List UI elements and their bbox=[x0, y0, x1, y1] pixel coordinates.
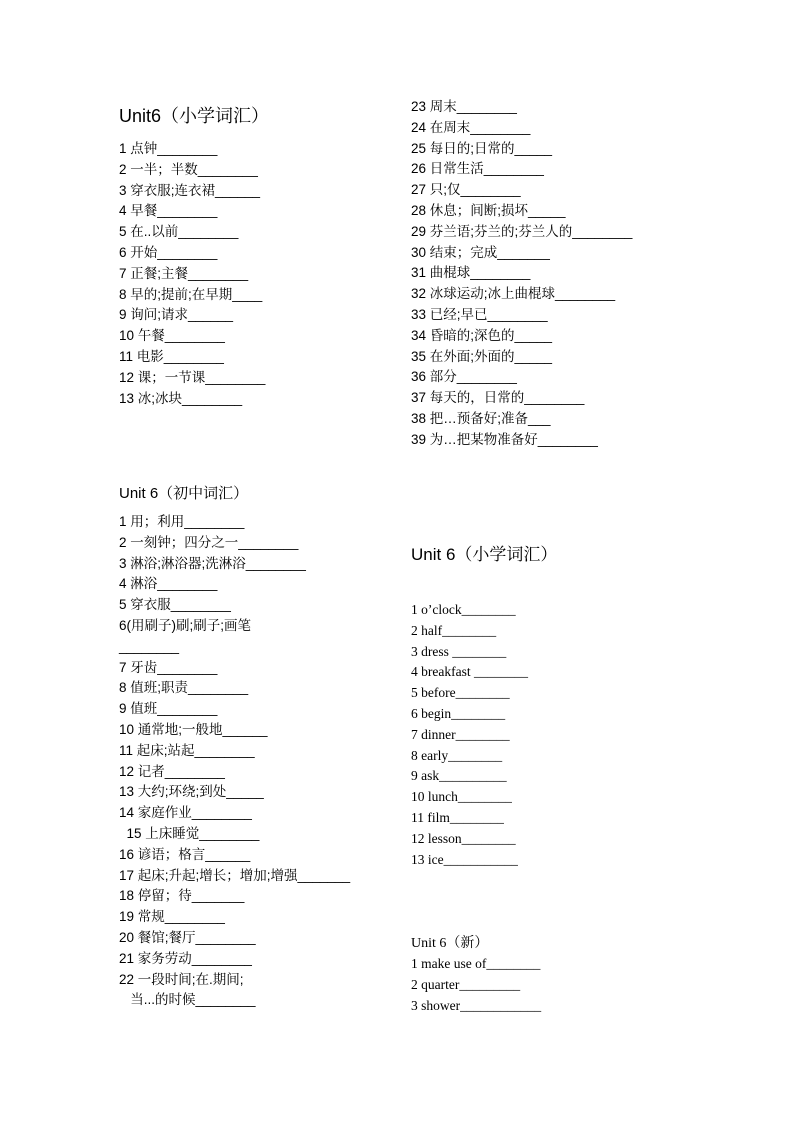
list-item: 6(用刷子)刷;刷子;画笔 bbox=[119, 617, 252, 633]
list-item: 34 昏暗的;深色的_____ bbox=[411, 327, 553, 343]
list-item: 11 film________ bbox=[411, 809, 504, 825]
list-item: 35 在外面;外面的_____ bbox=[411, 348, 553, 364]
list-item: ________ bbox=[119, 638, 180, 654]
list-item: 24 在周末________ bbox=[411, 119, 531, 135]
list-item: 8 早的;提前;在早期____ bbox=[119, 286, 263, 302]
section-junior-cn bbox=[119, 482, 350, 1011]
list-item: 20 餐馆;餐厅________ bbox=[119, 929, 256, 945]
section-primary-cn-continued bbox=[411, 97, 632, 451]
word-list bbox=[411, 954, 541, 1016]
list-item: 当...的时候________ bbox=[119, 992, 256, 1008]
list-item: 9 询问;请求______ bbox=[119, 307, 234, 323]
list-item: 6 开始________ bbox=[119, 244, 218, 260]
list-item: 36 部分________ bbox=[411, 369, 517, 385]
list-item: 31 曲棍球________ bbox=[411, 265, 531, 281]
list-item: 38 把…预备好;准备___ bbox=[411, 410, 551, 426]
list-item: 33 已经;早已________ bbox=[411, 306, 548, 322]
list-item: 3 淋浴;淋浴器;洗淋浴________ bbox=[119, 555, 306, 571]
list-item: 3 穿衣服;连衣裙______ bbox=[119, 182, 261, 198]
section-new-en bbox=[411, 934, 541, 1016]
list-item: 17 起床;升起;增长；增加;增强_______ bbox=[119, 867, 351, 883]
list-item: 30 结束；完成_______ bbox=[411, 244, 550, 260]
list-item: 11 起床;站起________ bbox=[119, 742, 255, 758]
list-item: 2 一刻钟；四分之一________ bbox=[119, 534, 299, 550]
list-item: 13 冰;冰块________ bbox=[119, 390, 243, 406]
list-item: 7 牙齿________ bbox=[119, 659, 218, 675]
list-item: 19 常规________ bbox=[119, 909, 225, 925]
list-item: 1 点钟________ bbox=[119, 141, 218, 156]
list-item: 4 淋浴________ bbox=[119, 576, 218, 592]
list-item: 7 dinner________ bbox=[411, 726, 510, 742]
list-item: 37 每天的，日常的________ bbox=[411, 390, 585, 406]
list-item: 16 谚语；格言______ bbox=[119, 846, 251, 862]
list-item: 39 为…把某物准备好________ bbox=[411, 431, 598, 447]
list-item: 22 一段时间;在.期间; bbox=[119, 971, 244, 987]
list-item: 1 o’clock________ bbox=[411, 602, 516, 617]
list-item: 2 half________ bbox=[411, 622, 497, 638]
list-item: 8 值班;职责________ bbox=[119, 680, 249, 696]
list-item: 21 家务劳动________ bbox=[119, 950, 252, 966]
list-item: 6 begin________ bbox=[411, 705, 506, 721]
list-item: 4 早餐________ bbox=[119, 203, 218, 219]
list-item: 1 用；利用________ bbox=[119, 514, 245, 529]
list-item: 12 记者________ bbox=[119, 763, 225, 779]
list-item: 18 停留；待_______ bbox=[119, 888, 245, 904]
section-primary-cn bbox=[119, 104, 269, 409]
word-list bbox=[411, 600, 557, 870]
section-title: Unit 6（新） bbox=[411, 936, 489, 951]
list-item: 10 通常地;一般地______ bbox=[119, 721, 268, 737]
list-item: 10 lunch________ bbox=[411, 789, 512, 805]
list-item: 11 电影________ bbox=[119, 348, 224, 364]
list-item: 9 ask__________ bbox=[411, 768, 507, 784]
list-item: 5 在..以前________ bbox=[119, 224, 239, 240]
list-item: 2 一半；半数________ bbox=[119, 161, 258, 177]
section-title: Unit 6（初中词汇） bbox=[119, 485, 249, 502]
section-title: Unit6（小学词汇） bbox=[119, 106, 270, 126]
section-primary-en bbox=[411, 543, 557, 870]
list-item: 25 每日的;日常的_____ bbox=[411, 140, 553, 156]
list-item: 7 正餐;主餐________ bbox=[119, 265, 249, 281]
list-item: 32 冰球运动;冰上曲棍球________ bbox=[411, 286, 616, 302]
word-list bbox=[119, 139, 269, 409]
list-item: 8 early________ bbox=[411, 747, 503, 763]
list-item: 4 breakfast ________ bbox=[411, 664, 528, 680]
list-item: 2 quarter_________ bbox=[411, 976, 521, 992]
word-list bbox=[119, 512, 350, 1011]
list-item: 10 午餐________ bbox=[119, 328, 225, 344]
list-item: 13 ice___________ bbox=[411, 851, 518, 867]
list-item: 13 大约;环绕;到处_____ bbox=[119, 784, 264, 800]
list-item: 27 只;仅________ bbox=[411, 182, 521, 198]
list-item: 5 穿衣服________ bbox=[119, 597, 231, 613]
list-item: 9 值班________ bbox=[119, 701, 218, 717]
list-item: 1 make use of________ bbox=[411, 956, 541, 971]
list-item: 29 芬兰语;芬兰的;芬兰人的________ bbox=[411, 223, 633, 239]
list-item: 26 日常生活________ bbox=[411, 161, 544, 177]
section-title: Unit 6（小学词汇） bbox=[411, 545, 558, 564]
list-item: 15 上床睡觉________ bbox=[119, 825, 260, 841]
list-item: 14 家庭作业________ bbox=[119, 805, 252, 821]
list-item: 3 shower____________ bbox=[411, 997, 542, 1013]
list-item: 12 lesson________ bbox=[411, 830, 516, 846]
list-item: 5 before________ bbox=[411, 685, 510, 701]
list-item: 12 课；一节课________ bbox=[119, 369, 266, 385]
list-item: 3 dress ________ bbox=[411, 643, 507, 659]
word-list bbox=[411, 97, 632, 451]
list-item: 28 休息；间断;损坏_____ bbox=[411, 202, 566, 218]
list-item: 23 周末________ bbox=[411, 99, 517, 114]
